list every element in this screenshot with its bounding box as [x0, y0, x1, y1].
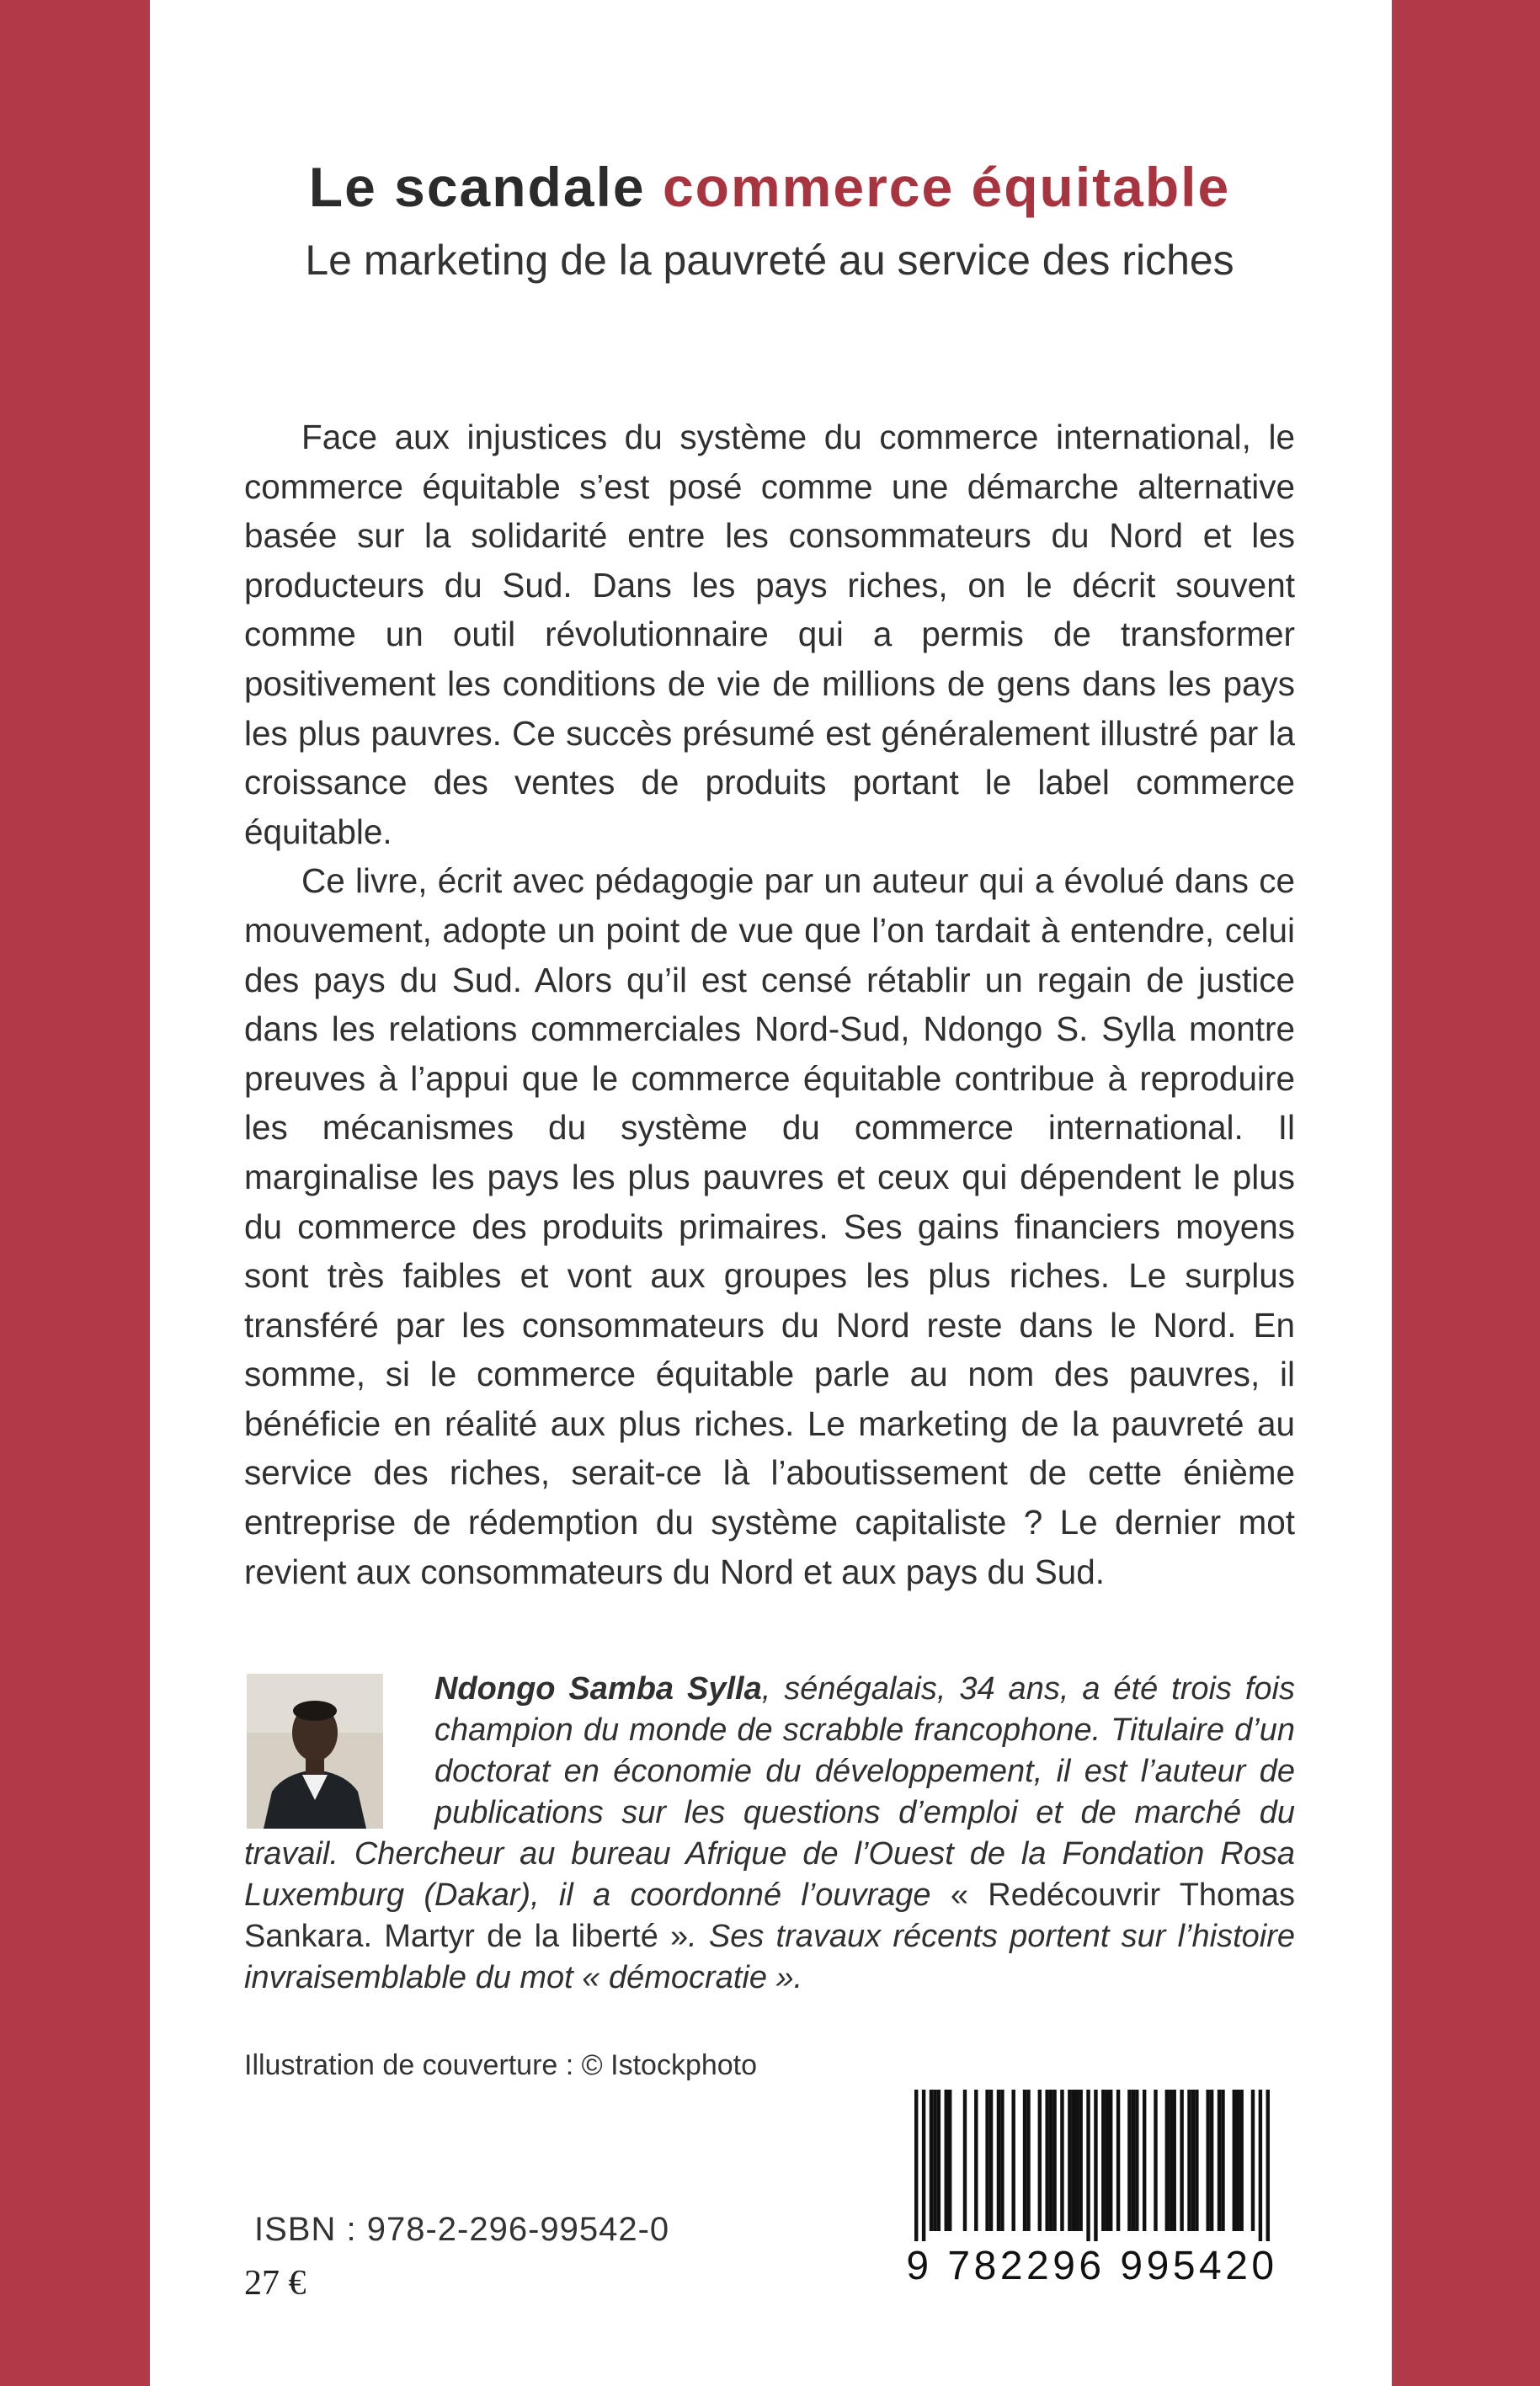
title-main: Le scandale: [308, 156, 663, 218]
blurb-paragraph-1: Face aux injustices du système du commerce international, le commerce équitable s’est posé comme une démarche alternative basée sur la solidarité entre les consommateurs du Nord et les producteurs du Sud. Dans les pays riches, on le décrit souvent comme un outil révolutionnaire qui a permis de transformer positivement les conditions de vie de millions de gens dans les pays les plus pauvres. Ce succès présumé est généralement illustré par la croissance des ventes de produits portant le label commerce équitable.: [244, 418, 1295, 851]
barcode-bar: [1132, 2090, 1135, 2231]
left-color-band: [0, 0, 150, 2386]
barcode-bar: [922, 2090, 925, 2241]
barcode: [906, 2090, 1278, 2288]
barcode-bar: [1109, 2090, 1112, 2231]
barcode-bar: [1154, 2090, 1157, 2231]
barcode-bar: [1023, 2090, 1026, 2231]
author-book-title: « Redécouvrir Thomas Sankara. Martyr de la liberté »: [244, 1877, 1295, 1954]
barcode-bar: [1251, 2090, 1255, 2231]
barcode-bar: [937, 2090, 941, 2231]
barcode-bar: [1180, 2090, 1183, 2231]
author-bio-part-2: . Ses travaux récents portent sur l’histoire invraisemblable du mot « démocratie ».: [244, 1919, 1295, 1995]
barcode-bar: [1052, 2090, 1056, 2231]
author-bio: [244, 1669, 1295, 1999]
barcode-bar: [997, 2090, 1000, 2231]
barcode-bar: [1218, 2090, 1221, 2231]
author-name: Ndongo Samba Sylla: [434, 1671, 762, 1707]
barcode-bar: [985, 2090, 988, 2231]
barcode-bar: [1259, 2090, 1262, 2241]
barcode-bar: [933, 2090, 936, 2231]
author-bio-part-1: , sénégalais, 34 ans, a été trois fois champion du monde de scrabble francophone. Titulaire d’un doctorat en économie du développement, il est l’auteur de publications sur les questions d’emploi et de marché du travail. Chercheur au bureau Afrique de l’Ouest de la Fondation Rosa Luxemburg (Dakar), il a coordonné l’ouvrage: [244, 1671, 1295, 1913]
barcode-bar: [1266, 2090, 1270, 2241]
barcode-bar: [1210, 2090, 1213, 2231]
barcode-bar: [1011, 2090, 1015, 2231]
book-title: [244, 155, 1295, 219]
right-color-band: [1392, 0, 1540, 2386]
barcode-bars: [908, 2090, 1276, 2241]
barcode-bar: [914, 2090, 918, 2241]
barcode-bar: [1045, 2090, 1048, 2231]
cover-credit: Illustration de couverture : © Istockphoto: [244, 2049, 758, 2081]
barcode-bar: [1135, 2090, 1138, 2231]
barcode-bar: [1143, 2090, 1146, 2231]
barcode-bar: [1195, 2090, 1198, 2231]
barcode-bar: [1049, 2090, 1052, 2231]
barcode-bar: [1116, 2090, 1120, 2231]
barcode-bar: [930, 2090, 933, 2231]
barcode-bar: [989, 2090, 993, 2231]
barcode-bar: [1233, 2090, 1236, 2231]
barcode-bar: [1068, 2090, 1071, 2231]
barcode-bar: [1206, 2090, 1209, 2231]
barcode-bar: [974, 2090, 978, 2231]
barcode-bar: [1169, 2090, 1172, 2231]
barcode-bar: [1236, 2090, 1239, 2231]
blurb: [244, 413, 1295, 1596]
barcode-bar: [1026, 2090, 1030, 2231]
price: 27 €: [244, 2264, 306, 2303]
barcode-digits: 9 782296 995420: [906, 2244, 1278, 2288]
barcode-bar: [1101, 2090, 1105, 2231]
barcode-bar: [1079, 2090, 1082, 2231]
blurb-paragraph-2: Ce livre, écrit avec pédagogie par un auteur qui a évolué dans ce mouvement, adopte un point de vue que l’on tardait à entendre, celui des pays du Sud. Alors qu’il est censé rétablir un regain de justice dans les relations commerciales Nord-Sud, Ndongo S. Sylla montre preuves à l’appui que le commerce équitable contribue à reproduire les mécanismes du système du commerce international. Il marginalise les pays les plus pauvres et ceux qui dépendent le plus du commerce des produits primaires. Ses gains financiers moyens sont très faibles et vont aux groupes les plus riches. Le surplus transféré par les consommateurs du Nord reste dans le Nord. En somme, si le commerce équitable parle au nom des pauvres, il bénéficie en réalité aux plus riches. Le marketing de la pauvreté au service des riches, serait-ce là l’aboutissement de cette énième entreprise de rédemption du système capitaliste ? Le dernier mot revient aux consommateurs du Nord et aux pays du Sud.: [244, 861, 1295, 1591]
barcode-bar: [1086, 2090, 1090, 2241]
barcode-bar: [948, 2090, 951, 2231]
barcode-bar: [945, 2090, 948, 2231]
barcode-bar: [1038, 2090, 1042, 2231]
barcode-bar: [1060, 2090, 1063, 2231]
isbn: ISBN : 978-2-296-99542-0: [254, 2211, 670, 2248]
barcode-bar: [1127, 2090, 1131, 2231]
barcode-bar: [963, 2090, 967, 2231]
barcode-bar: [1173, 2090, 1176, 2231]
back-cover-content: [244, 0, 1295, 2386]
barcode-bar: [1106, 2090, 1109, 2231]
title-accent: commerce équitable: [662, 156, 1231, 218]
barcode-bar: [1072, 2090, 1075, 2231]
barcode-bar: [1094, 2090, 1097, 2241]
barcode-bar: [1221, 2090, 1224, 2231]
barcode-bar: [1191, 2090, 1195, 2231]
barcode-bar: [1075, 2090, 1079, 2231]
barcode-bar: [1239, 2090, 1243, 2231]
barcode-bar: [1165, 2090, 1169, 2231]
barcode-bar: [1187, 2090, 1191, 2231]
book-subtitle: Le marketing de la pauvreté au service des riches: [305, 237, 1234, 284]
barcode-bar: [1000, 2090, 1004, 2231]
